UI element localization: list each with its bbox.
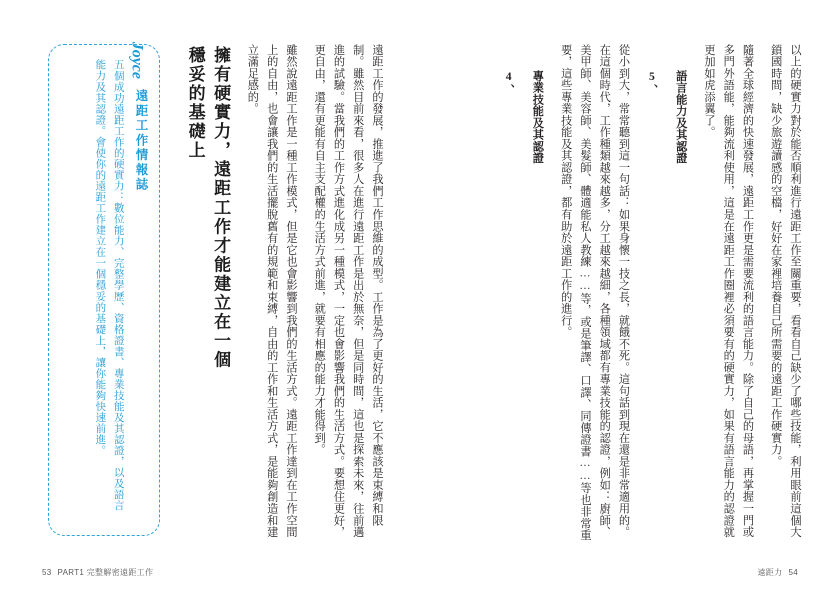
page-number: 53 (42, 568, 52, 577)
section-number-5: 5、 (645, 70, 659, 96)
left-page-footer (42, 567, 153, 578)
page-number: 54 (788, 568, 798, 577)
tip-box-heading: 遠距工作情報誌 (134, 89, 148, 193)
footer-text: PART1 完整解密遠距工作 (57, 568, 154, 577)
page-title: 擁有硬實力，遠距工作才能建立在一個穩妥的基礎上 (185, 46, 231, 370)
joyce-brand-label: Joyce (128, 41, 145, 79)
tip-box-body: 五個成功遠距工作的硬實力：數位能力、完整學歷、資格證書、專業技能及其認證，以及語言能力及其認證。會使你的遠距工作建立在一個穩妥的基礎上，讓你能夠快速前進。 (94, 59, 124, 512)
section-number-4: 4、 (502, 70, 516, 96)
right-page (420, 0, 840, 596)
closing-paragraph: 以上的硬實力對於能否順利進行遠距工作至關重要，看看自己缺少了哪些技能，利用眼前這個大鎖國時間，缺少旅遊讀感的空檔，好好在家裡培養自己所需要的遠距工作硬實力。 (769, 44, 801, 538)
right-page-footer (757, 567, 798, 578)
section-title-4: 專業技能及其認證 (531, 70, 544, 165)
body-paragraph: 遠距工作的發展，推進了我們工作思維的成型。工作是為了更好的生活，它不應該是束縛和限制。雖然目前來看，很多人在進行遠距工作是出於無奈，但是同時間，這也是探索未來，往前邁進的試驗。當我們的工作方式進化成另一種模式，一定也會影響我們的生活方式。要想住更好，更自由，還有更能有自主支配權的生活方式前進，就要有相應的能力才能得到。 (313, 44, 383, 538)
section-body-4: 從小到大，常常聽到這一句話：如果身懷一技之長，就餓不死。這句話到現在還是非常適用的。在這個時代，工作種類越來越多，分工越來越細，各種領域都有專業技能的認證，例如：廚師、美甲師、美容師、美髮師、體適能私人教練……等，或是筆譯、口譯、同傳證書……等也非常重要，這些專業技能及其認證，都有助於遠距工作的進行。 (559, 44, 630, 542)
right-page-columns (489, 44, 804, 544)
section-body-5: 隨著全球經濟的快速發展，遠距工作更是需要流利的語言能力。除了自己的母語，再掌握一門或多門外語能，能夠流利使用，這是在遠距工作圈裡必須要有的硬實力，如果有語言能力的認證就更加如虎添翼了。 (702, 44, 754, 538)
joyce-tip-box (48, 41, 160, 536)
footer-text: 遠距力 (757, 568, 783, 577)
section-title-5: 語言能力及其認證 (674, 70, 687, 165)
tip-box-inner (59, 59, 149, 519)
left-page-columns (166, 44, 386, 544)
body-paragraph: 雖然說遠距工作是一種工作模式，但是它也會影響到我們的生活方式。遠距工作達到在工作空間上的自由，也會讓我們的生活擺脫舊有的規範和束縛，自由的工作和生活方式，是能夠創造和建立滿足感的。 (246, 44, 297, 538)
